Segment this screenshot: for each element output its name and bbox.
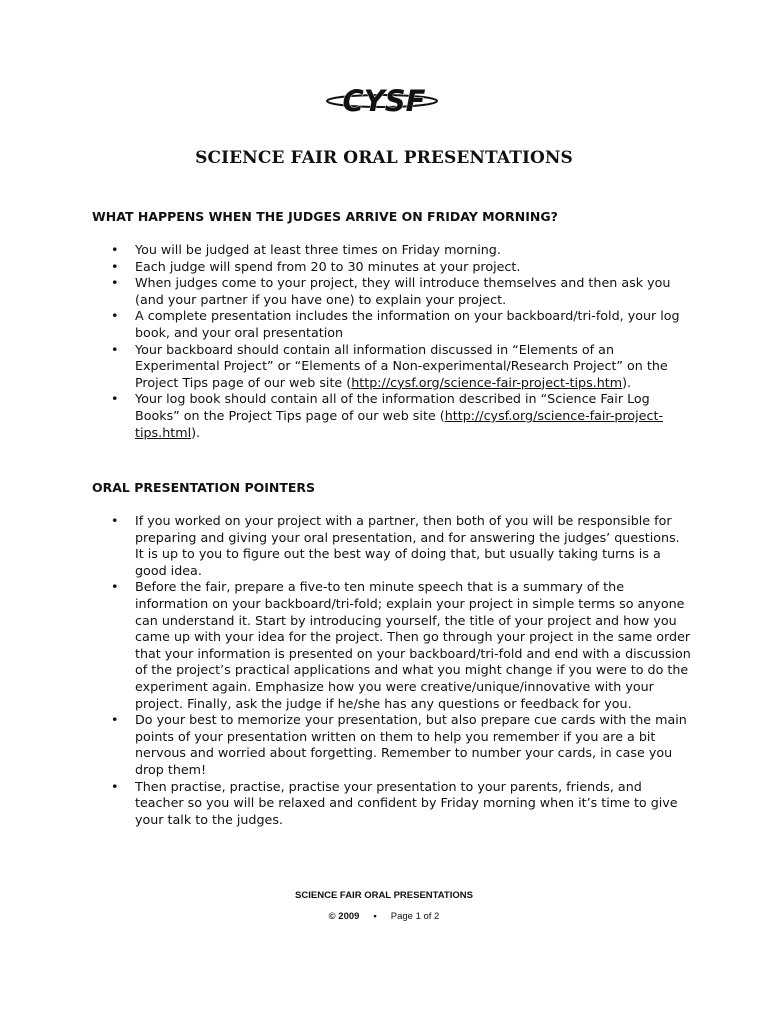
page-number: Page 1 of 2	[390, 911, 440, 922]
list-item: • If you worked on your project with a partner, then both of you will be responsible for preparing and giving your oral presentation, and for answering the judges’ questions. It is up to you to figure out the best way of doing that, but usually taking turns is a good idea.	[111, 513, 680, 578]
footer-meta	[0, 911, 768, 922]
copyright-text: © 2009	[328, 911, 360, 922]
bullet-icon: •	[111, 275, 119, 291]
page-title: SCIENCE FAIR ORAL PRESENTATIONS	[195, 148, 573, 168]
list-item: • Each judge will spend from 20 to 30 minutes at your project.	[111, 258, 521, 274]
footer-separator: •	[373, 911, 377, 922]
bullet-icon: •	[111, 579, 119, 595]
footer-title: SCIENCE FAIR ORAL PRESENTATIONS	[295, 890, 473, 901]
list-item: • A complete presentation includes the information on your backboard/tri-fold, your log book, and your oral presentation	[111, 308, 680, 340]
cysf-logo-text: CYSF	[342, 84, 426, 118]
bullet-icon: •	[111, 513, 119, 528]
list-item: • Your backboard should contain all information discussed in “Elements of an Experimental Project” or “Elements of a Non-experimental/Research Project” on the Project Tips page of our web site (http://cysf.org/science-fair-project-tips.htm).	[111, 341, 668, 390]
bullet-icon: •	[111, 341, 119, 357]
list-item: • You will be judged at least three times on Friday morning.	[111, 242, 501, 257]
bullet-icon: •	[111, 258, 119, 274]
bullet-icon: •	[111, 778, 119, 794]
list-item: • When judges come to your project, they will introduce themselves and then ask you (and your partner if you have one) to explain your project.	[111, 275, 671, 307]
bullet-icon: •	[111, 242, 119, 257]
pointers-list	[92, 513, 692, 828]
judges-list	[92, 242, 692, 441]
cysf-logo	[325, 84, 443, 118]
section-heading-pointers: ORAL PRESENTATION POINTERS	[92, 480, 316, 495]
bullet-icon: •	[111, 391, 119, 407]
section-heading-judges: WHAT HAPPENS WHEN THE JUDGES ARRIVE ON FRIDAY MORNING?	[92, 209, 558, 224]
project-tips-html-link[interactable]: http://cysf.org/science-fair-project-tips.html	[135, 407, 664, 440]
list-item: • Do your best to memorize your presentation, but also prepare cue cards with the main points of your presentation written on them to help you remember if you are a bit nervous and worried about forgetting. Remember to number your cards, in case you drop them!	[111, 712, 687, 777]
list-item: • Your log book should contain all of the information described in “Science Fair Log Books” on the Project Tips page of our web site (http://cysf.org/science-fair-project-tips.html).	[111, 391, 664, 440]
bullet-icon: •	[111, 712, 119, 728]
list-item: • Before the fair, prepare a five-to ten minute speech that is a summary of the information on your backboard/tri-fold; explain your project in simple terms so anyone can understand it. Start by introducing yourself, the title of your project and how you came up with your idea for the project. Then go through your project in the same order that your information is presented on your backboard/tri-fold and end with a discussion of the project’s practical applications and what you might change if you were to do the experiment again. Emphasize how you were creative/unique/innovative with your project. Finally, ask the judge if he/she has any questions or feedback for you.	[111, 579, 691, 711]
list-item: • Then practise, practise, practise your presentation to your parents, friends, and teacher so you will be relaxed and confident by Friday morning when it’s time to give your talk to the judges.	[111, 778, 678, 827]
bullet-icon: •	[111, 308, 119, 324]
project-tips-link[interactable]: http://cysf.org/science-fair-project-tips.htm	[351, 374, 623, 390]
